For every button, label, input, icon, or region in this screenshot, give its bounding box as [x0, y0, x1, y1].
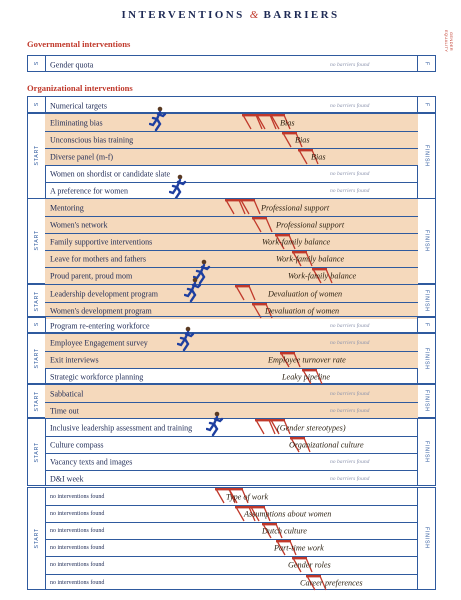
- hurdle-icon: [250, 217, 274, 233]
- intervention-label: Time out: [50, 406, 79, 416]
- finish-label: FINISH: [423, 229, 430, 252]
- start-marker: [28, 317, 46, 332]
- intervention-label: Gender quota: [50, 60, 94, 70]
- intervention-label: Unconscious bias training: [50, 135, 134, 145]
- intervention-block: [27, 55, 436, 72]
- finish-label: FINISH: [423, 144, 430, 167]
- intervention-row: [45, 317, 418, 334]
- no-barriers-note: no barriers found: [330, 339, 370, 346]
- finish-label: F: [423, 61, 430, 66]
- barrier-label: Work-family balance: [276, 254, 345, 264]
- intervention-block: [27, 487, 436, 590]
- intervention-block: [27, 316, 436, 333]
- finish-marker: [417, 419, 435, 485]
- title-right: BARRIERS: [263, 9, 340, 21]
- intervention-label: Women's network: [50, 220, 108, 230]
- start-marker: [28, 419, 46, 485]
- barrier-label: Professional support: [261, 203, 330, 213]
- finish-label: F: [423, 102, 430, 107]
- intervention-row: [45, 453, 418, 470]
- intervention-row: [45, 285, 418, 302]
- finish-label: FINISH: [423, 390, 430, 412]
- intervention-label: Diverse panel (m-f): [50, 152, 114, 162]
- barrier-label: Type of work: [226, 492, 269, 502]
- intervention-label: no interventions found: [50, 579, 105, 586]
- start-label: START: [33, 145, 40, 167]
- intervention-block: [27, 198, 436, 284]
- runner-icon: [169, 174, 189, 200]
- no-barriers-note: no barriers found: [330, 188, 370, 195]
- intervention-row: [45, 250, 418, 267]
- intervention-row: [45, 368, 418, 385]
- title-amp: &: [249, 9, 259, 21]
- intervention-row: [45, 385, 418, 402]
- barrier-label: Work-family balance: [262, 237, 331, 247]
- no-barriers-note: no barriers found: [330, 390, 370, 397]
- intervention-label: no interventions found: [50, 511, 105, 518]
- intervention-row: [45, 114, 418, 131]
- intervention-row: [45, 216, 418, 233]
- intervention-block: [27, 418, 436, 486]
- finish-marker: [417, 199, 435, 283]
- intervention-label: Women on shordist or candidate slate: [50, 169, 170, 179]
- barrier-label: Dutch culture: [262, 526, 307, 536]
- intervention-row: [45, 233, 418, 250]
- intervention-row: [45, 131, 418, 148]
- finish-marker: [417, 317, 435, 332]
- start-marker: [28, 199, 46, 283]
- no-barriers-note: no barriers found: [330, 476, 370, 483]
- intervention-row: [45, 165, 418, 182]
- intervention-row: [45, 436, 418, 453]
- intervention-label: no interventions found: [50, 493, 105, 500]
- intervention-block: [27, 96, 436, 113]
- intervention-label: Proud parent, proud mom: [50, 271, 133, 281]
- start-label: START: [33, 528, 40, 549]
- finish-marker: [417, 488, 435, 589]
- barrier-label: Devaluation of women: [265, 306, 340, 316]
- start-marker: [28, 385, 46, 417]
- finish-marker: [417, 56, 435, 71]
- finish-label: FINISH: [423, 441, 430, 464]
- intervention-label: no interventions found: [50, 562, 105, 569]
- intervention-row: [45, 148, 418, 165]
- finish-label: FINISH: [423, 347, 430, 370]
- runner-icon: [184, 277, 204, 303]
- barrier-label: (Gender stereotypes): [277, 423, 346, 433]
- intervention-row: [45, 470, 418, 487]
- intervention-row: [45, 522, 418, 539]
- barrier-label: Organizational culture: [289, 440, 364, 450]
- intervention-row: [45, 97, 418, 114]
- no-barriers-note: no barriers found: [330, 459, 370, 466]
- start-marker: [28, 56, 46, 71]
- intervention-label: Leadership development program: [50, 289, 158, 299]
- intervention-row: [45, 574, 418, 591]
- runner-icon: [177, 326, 197, 352]
- intervention-row: [45, 556, 418, 573]
- finish-marker: [417, 334, 435, 383]
- start-label: START: [33, 390, 40, 412]
- runner-icon: [206, 411, 226, 437]
- intervention-label: Strategic workforce planning: [50, 372, 144, 382]
- corner-label: GENDER EQUALITY: [444, 29, 454, 53]
- barrier-label: Devaluation of women: [268, 289, 343, 299]
- finish-marker: [417, 385, 435, 417]
- barrier-label: Part-time work: [274, 543, 324, 553]
- start-marker: [28, 97, 46, 112]
- intervention-label: Sabbatical: [50, 389, 84, 399]
- barrier-label: Bias: [311, 152, 326, 162]
- barrier-label: Work-family balance: [288, 271, 357, 281]
- section-organizational: Organizational interventions: [27, 83, 133, 93]
- intervention-row: [45, 351, 418, 368]
- barrier-label: Gender roles: [288, 560, 331, 570]
- intervention-label: Leave for mothers and fathers: [50, 254, 146, 264]
- intervention-label: Vacancy texts and images: [50, 457, 133, 467]
- intervention-label: Exit interviews: [50, 355, 99, 365]
- intervention-label: Inclusive leadership assessment and training: [50, 423, 193, 433]
- intervention-block: [27, 113, 436, 199]
- start-label: START: [33, 441, 40, 463]
- start-label: S: [33, 322, 40, 327]
- intervention-block: [27, 284, 436, 318]
- start-label: S: [33, 61, 40, 66]
- finish-marker: [417, 285, 435, 317]
- intervention-label: Program re-entering workforce: [50, 321, 150, 331]
- barrier-label: Bias: [295, 135, 310, 145]
- no-barriers-note: no barriers found: [330, 322, 370, 329]
- no-barriers-note: no barriers found: [330, 102, 370, 109]
- runner-icon: [149, 106, 169, 132]
- intervention-label: Mentoring: [50, 203, 84, 213]
- barrier-label: Assumptions about women: [244, 509, 332, 519]
- hurdle-icon: [238, 199, 262, 215]
- intervention-label: Women's development program: [50, 306, 152, 316]
- intervention-row: [45, 334, 418, 351]
- intervention-row: [45, 182, 418, 199]
- start-marker: [28, 114, 46, 198]
- intervention-label: A preference for women: [50, 186, 128, 196]
- barrier-label: Professional support: [276, 220, 345, 230]
- intervention-label: Numerical targets: [50, 101, 107, 111]
- title-left: INTERVENTIONS: [121, 9, 245, 21]
- finish-label: FINISH: [423, 527, 430, 550]
- intervention-block: [27, 333, 436, 384]
- barrier-label: Employee turnover rate: [268, 355, 346, 365]
- finish-marker: [417, 114, 435, 198]
- intervention-row: [45, 419, 418, 436]
- no-barriers-note: no barriers found: [330, 61, 370, 68]
- no-barriers-note: no barriers found: [330, 171, 370, 178]
- intervention-row: [45, 539, 418, 556]
- intervention-label: Employee Engagement survey: [50, 338, 148, 348]
- start-marker: [28, 334, 46, 383]
- intervention-row: [45, 488, 418, 505]
- barrier-label: Leaky pipeline: [282, 372, 330, 382]
- intervention-row: [45, 56, 418, 73]
- intervention-row: [45, 199, 418, 216]
- start-marker: [28, 488, 46, 589]
- section-governmental: Governmental interventions: [27, 39, 131, 49]
- intervention-label: Family supportive interventions: [50, 237, 153, 247]
- start-label: START: [33, 290, 40, 312]
- intervention-label: no interventions found: [50, 545, 105, 552]
- barrier-label: Career preferences: [300, 578, 363, 588]
- start-label: S: [33, 102, 40, 107]
- intervention-row: [45, 267, 418, 284]
- start-label: START: [33, 230, 40, 252]
- intervention-label: D&I week: [50, 474, 84, 484]
- start-marker: [28, 285, 46, 317]
- intervention-row: [45, 505, 418, 522]
- intervention-row: [45, 402, 418, 419]
- hurdle-icon: [233, 285, 257, 301]
- intervention-block: [27, 384, 436, 418]
- intervention-label: no interventions found: [50, 528, 105, 535]
- diagram-title: [0, 9, 461, 21]
- intervention-label: Culture compass: [50, 440, 104, 450]
- finish-marker: [417, 97, 435, 112]
- intervention-label: Eliminating bias: [50, 118, 103, 128]
- finish-label: FINISH: [423, 290, 430, 312]
- barrier-label: Bias: [280, 118, 295, 128]
- finish-label: F: [423, 322, 430, 327]
- no-barriers-note: no barriers found: [330, 408, 370, 415]
- start-label: START: [33, 348, 40, 369]
